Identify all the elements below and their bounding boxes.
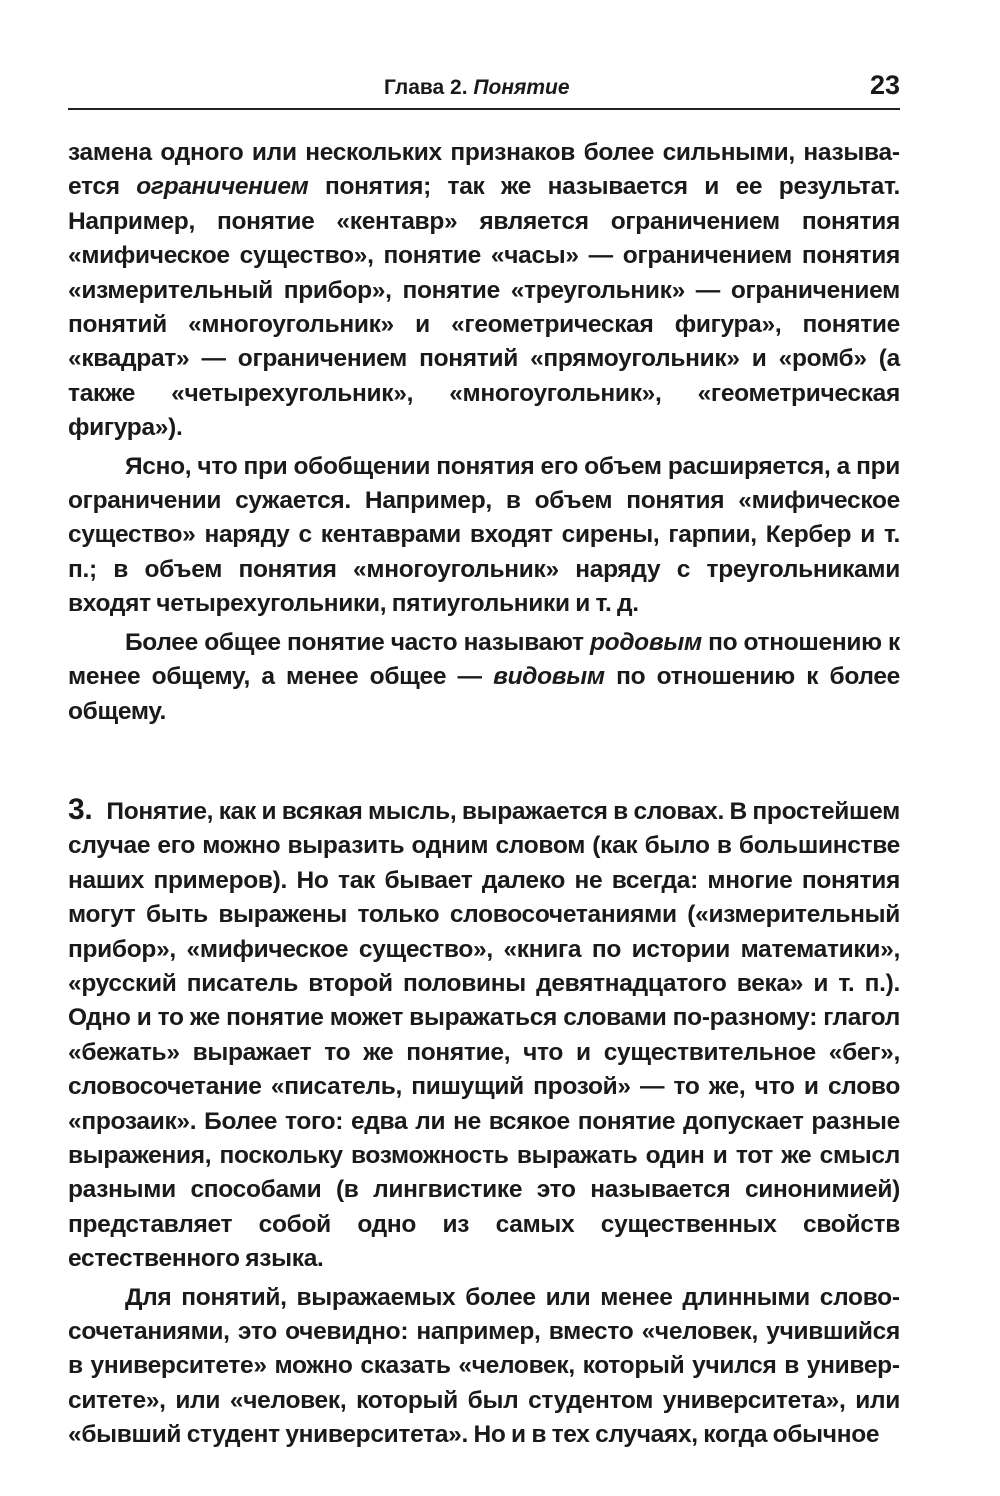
paragraph-5: Для понятий, выражаемых более или менее длинными словосочетаниями, это очевидно: например, вместо «человек, учившийся в университете» можно сказать «человек, который учился в университете», или «человек, который был студентом университета», или «бывший студент университета». Но и в тех случаях, когда обычное xyxy=(68,1283,900,1449)
body-text xyxy=(68,136,900,1453)
paragraph-3-part-c: по отношению к более общему. xyxy=(68,663,900,725)
paragraph-4 xyxy=(68,793,900,1277)
term-specific: видовым xyxy=(493,663,605,691)
paragraph-1-part-a: замена одного или нескольких признаков более сильными, называется xyxy=(68,139,900,201)
paragraph-3-part-a: Более общее понятие часто называют xyxy=(125,628,590,656)
page-number: 23 xyxy=(869,70,900,100)
chapter-name: Понятие xyxy=(473,76,570,99)
chapter-label: Глава 2. xyxy=(384,76,468,99)
book-page xyxy=(68,0,900,1496)
paragraph-3 xyxy=(68,626,900,729)
paragraph-2: Ясно, что при обобщении понятия его объем расширяется, а при ограничении сужается. Например, в объем понятия «мифическое существо» наряду с кентаврами входят сирены, гарпии, Кербер и т. п.; в объем понятия «многоугольник» наряду с треугольниками входят четырехугольники, пятиугольники и т. д. xyxy=(68,452,900,618)
running-head xyxy=(68,68,900,110)
term-generic: родовым xyxy=(590,628,702,656)
chapter-title xyxy=(384,76,570,100)
paragraph-1-part-b: понятия; так же называется и ее результат. Например, понятие «кентавр» является ограничением понятия «мифическое существо», понятие «часы» — ограничением понятия «измерительный прибор», понятие «треугольник» — ограничением понятий «многоугольник» и «геометрическая фигура», понятие «квадрат» — ограничением понятий «прямоугольник» и «ромб» (а также «четырехугольник», «многоугольник», «геометрическая фигура»). xyxy=(68,173,900,442)
section-number: 3. xyxy=(68,792,93,826)
paragraph-4-text: Понятие, как и всякая мысль, выражается в словах. В простейшем случае его можно выразить одним словом (как было в большинстве наших примеров). Но так бывает далеко не всегда: многие понятия могут быть выражены только словосочетаниями («измерительный прибор», «мифическое существо», «книга по истории математики», «русский писатель второй половины девятнадцатого века» и т. п.). Одно и то же понятие может выражаться словами по-разному: глагол «бежать» выражает то же понятие, что и существительное «бег», словосочетание «писатель, пишущий прозой» — то же, что и слово «прозаик». Более того: едва ли не всякое понятие допускает разные выражения, поскольку возможность выражать один и тот же смысл разными способами (в лингвистике это называется синонимией) представляет собой одно из самых существенных свойств естественного языка. xyxy=(68,797,900,1273)
term-restriction: ограничением xyxy=(136,173,309,201)
paragraph-1 xyxy=(68,136,900,446)
paragraph-3-part-b: по отношению к менее общему, а менее общее — xyxy=(68,628,900,691)
